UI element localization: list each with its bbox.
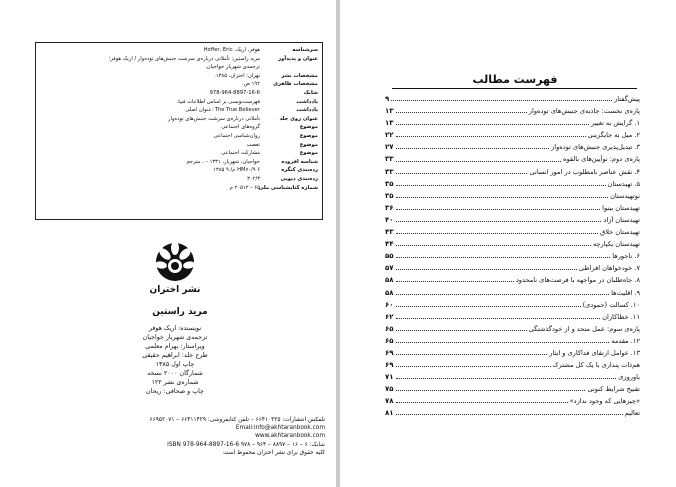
catalog-row: [40, 132, 318, 141]
toc-entry: [385, 371, 640, 383]
catalog-row: [40, 106, 318, 115]
toc-entry-title: تهیدستان یکپارچه: [591, 238, 640, 250]
catalog-value: هوفر، اریک. Hoffer, Eric: [203, 47, 260, 53]
catalog-label: مشخصات ظاهری: [273, 81, 318, 88]
toc-page-number: ۳۳: [385, 153, 396, 165]
credit-line: شماره‌ی نشر ۱۲۲: [151, 379, 199, 386]
toc-page-number: ۱۳: [385, 105, 396, 117]
toc-page-number: ۶۰: [385, 299, 396, 311]
toc-entry-title: «چیزهایی که وجود ندارد»: [568, 395, 640, 407]
toc-entry-title: ۵. تهیدستان: [606, 178, 640, 190]
toc-dot-leader: [396, 306, 581, 307]
catalog-value: فهرست‌نویسی بر اساس اطلاعات فیپا.: [176, 98, 260, 105]
contact-line: www.akhtaranbook.com: [255, 433, 325, 440]
catalog-value: مشارکت اجتماعی: [221, 150, 260, 157]
toc-entry-title: تهیدستان آزاد: [601, 214, 640, 226]
catalog-row: [40, 63, 318, 72]
toc-dot-leader: [396, 112, 527, 113]
toc-dot-leader: [396, 245, 591, 246]
toc-entry: [385, 141, 640, 153]
contact-block: [45, 416, 325, 457]
toc-dot-leader: [396, 390, 586, 391]
catalog-row: [40, 98, 318, 107]
credit-line: چاپ و صحافی: ریحان: [146, 388, 204, 395]
toc-dot-leader: [396, 414, 623, 415]
toc-entry: [385, 93, 640, 105]
toc-dot-leader: [396, 185, 606, 186]
catalog-value: ترجمه‌ی شهریار خواجیان.: [205, 64, 260, 71]
catalog-label: شابک: [303, 89, 318, 96]
toc-dot-leader: [396, 378, 617, 379]
toc-title: فهرست مطالب: [472, 73, 558, 86]
catalog-row: [40, 115, 318, 124]
toc-page-number: ۷۱: [385, 371, 396, 383]
toc-page-number: ۳۳: [385, 166, 396, 178]
toc-entry-title: ۳. تبدیل‌پذیری جنبش‌های توده‌وار: [549, 141, 640, 153]
toc-entry: [385, 153, 640, 165]
toc-dot-leader: [396, 257, 611, 258]
toc-entry: [385, 105, 640, 117]
toc-page-number: ۴۳: [385, 226, 396, 238]
toc-entry: [385, 190, 640, 202]
toc-entry-title: ۲. میل به جایگزینی: [586, 129, 640, 141]
catalog-label: رده‌بندی کنگره: [281, 167, 318, 174]
catalog-row: [40, 166, 318, 175]
toc-entry-title: تعالیم: [623, 407, 640, 419]
catalog-label: موضوع: [299, 132, 318, 139]
toc-entry-title: ۹. اقلیت‌ها: [609, 287, 640, 299]
toc-page-number: ۷۵: [385, 383, 396, 395]
toc-entry-title: ۱۰. کسالت (حمودی): [581, 299, 640, 311]
catalog-row: [40, 175, 318, 184]
toc-divider: [392, 88, 637, 89]
toc-entry-title: پیش‌گفتار: [612, 93, 640, 105]
catalog-label: مشخصات نشر: [281, 72, 318, 79]
toc-entry-title: تهیدستان بینوا: [600, 202, 640, 214]
catalog-value: مرید راستین: تأملاتی درباره‌ی سرشت جنبش‌های توده‌وار / اریک هوفر؛: [108, 55, 260, 62]
toc-dot-leader: [396, 402, 568, 403]
credit-line: شمارگان ۲۰۰۰ نسخه: [147, 370, 203, 377]
toc-dot-leader: [396, 148, 550, 149]
toc-entry: [385, 262, 640, 274]
toc-page-number: ۱۳: [385, 117, 396, 129]
toc-page-number: ۶۹: [385, 359, 396, 371]
toc-page-number: ۵۸: [385, 287, 396, 299]
catalog-value: The True Believer :عنوان اصلی: [185, 107, 260, 114]
toc-dot-leader: [396, 173, 528, 174]
toc-page-number: ۷۸: [385, 395, 396, 407]
toc-page-number: ۶۵: [385, 323, 396, 335]
catalog-value: HM۷۰/۹ ۶ م/ ۹ ۱۳۸۵: [213, 167, 260, 174]
toc-entry: [385, 299, 640, 311]
toc-entry: [385, 202, 640, 214]
catalog-value: ۶۵ – ۲۰۵۱۲ م: [229, 184, 260, 191]
catalog-label: یادداشت: [296, 107, 318, 114]
catalog-row: [40, 89, 318, 98]
toc-page-number: ۴۴: [385, 238, 396, 250]
book-title: مرید راستین: [152, 307, 208, 317]
publisher-logo-icon: [153, 238, 197, 282]
catalog-row: [40, 123, 318, 132]
toc-page-number: ۸۱: [385, 407, 396, 419]
catalog-record-box: [35, 42, 323, 220]
toc-entry-title: هم‌ذات پنداری با یک کل مشترک: [551, 359, 640, 371]
toc-entry: [385, 395, 640, 407]
toc-dot-leader: [396, 124, 590, 125]
toc-page-number: ۳۵: [385, 190, 396, 202]
toc-list: [385, 93, 640, 420]
toc-entry-title: ۸. جاه‌طلبان در مواجهه با فرصت‌های نامحدود: [514, 274, 640, 286]
toc-dot-leader: [396, 281, 514, 282]
toc-entry-title: ۱۳. عوامل ارتقای فداکاری و ایثار: [547, 347, 640, 359]
credit-line: ویراستار: بهرام معلمی: [145, 343, 205, 350]
catalog-row: [40, 72, 318, 81]
catalog-value: تعصب: [246, 141, 260, 148]
catalog-label: عنوان و پدیدآور: [278, 55, 318, 62]
toc-dot-leader: [396, 354, 548, 355]
toc-page-number: ۲۲: [385, 129, 396, 141]
toc-entry: [385, 383, 640, 395]
toc-entry-title: ۱۱. خطاکاران: [600, 311, 640, 323]
catalog-value: روان‌شناسی اجتماعی: [213, 132, 260, 139]
credit-line: ترجمه‌ی شهریار خواجیان: [142, 334, 208, 341]
catalog-value: ۱۹۲ ص.: [242, 81, 260, 88]
catalog-value: گروه‌های اجتماعی: [221, 124, 260, 131]
toc-page-number: ۴۰: [385, 214, 396, 226]
toc-entry: [385, 407, 640, 419]
toc-dot-leader: [391, 100, 612, 101]
catalog-row: [40, 158, 318, 167]
catalog-value: ۳۰۲/۳: [247, 175, 260, 182]
toc-page-number: ۵۸: [385, 274, 396, 286]
toc-entry: [385, 178, 640, 190]
toc-entry-title: ۴. نقش عناصر نامطلوب در امور انسانی: [527, 166, 640, 178]
credit-line: چاپ اول ۱۳۸۵: [155, 361, 195, 368]
catalog-value: 978-964-8897-16-6: [209, 89, 260, 96]
catalog-label: یادداشت: [296, 98, 318, 105]
toc-entry-title: باوروزی: [616, 371, 640, 383]
contact-line: کلیه حقوق برای نشر اختران محفوظ است: [223, 449, 325, 456]
toc-entry-title: ۱۲. مقدمه: [609, 335, 640, 347]
catalog-value: تأملاتی درباره‌ی سرشت جنبش‌های توده‌وار: [168, 115, 260, 122]
catalog-label: موضوع: [299, 124, 318, 131]
catalog-label: موضوع: [299, 150, 318, 157]
catalog-row: [40, 149, 318, 158]
toc-dot-leader: [396, 330, 527, 331]
toc-entry: [385, 226, 640, 238]
toc-dot-leader: [396, 221, 602, 222]
toc-entry: [385, 250, 640, 262]
toc-entry: [385, 335, 640, 347]
toc-page-number: ۹: [385, 93, 391, 105]
contact-line: Email:info@akhtaranbook.com: [235, 425, 325, 432]
catalog-label: رده‌بندی دیویی: [280, 175, 318, 182]
toc-entry-title: ۶. ناجورها: [610, 250, 640, 262]
catalog-label: موضوع: [299, 141, 318, 148]
toc-dot-leader: [396, 161, 561, 162]
toc-entry: [385, 129, 640, 141]
toc-page-number: ۶۵: [385, 335, 396, 347]
toc-dot-leader: [396, 269, 577, 270]
catalog-row: [40, 55, 318, 64]
credit-line: نویسنده: اریک هوفر: [148, 325, 202, 332]
catalog-value: خواجیان، شهریار، ۱۳۳۱ – ، مترجم: [186, 158, 260, 165]
toc-entry: [385, 238, 640, 250]
toc-entry: [385, 311, 640, 323]
toc-entry: [385, 359, 640, 371]
toc-entry: [385, 274, 640, 286]
catalog-label: عنوان روی جلد: [279, 115, 318, 122]
copyright-page: [0, 0, 336, 487]
toc-entry-title: تقبیح شرایط کنونی: [585, 383, 640, 395]
catalog-label: شناسه افزوده: [281, 158, 318, 165]
toc-entry-title: پاره‌ی نخست: جاذبه‌ی جنبش‌های توده‌وار: [527, 105, 640, 117]
toc-entry-title: پاره‌ی دوم: نوآیین‌های بالقوه: [561, 153, 640, 165]
toc-entry: [385, 287, 640, 299]
catalog-row: [40, 184, 318, 193]
catalog-row: [40, 141, 318, 150]
catalog-row: [40, 46, 318, 55]
toc-page-number: ۶۹: [385, 347, 396, 359]
toc-entry: [385, 117, 640, 129]
toc-entry: [385, 347, 640, 359]
credit-line: طرح جلد: ابراهیم حقیقی: [142, 352, 208, 359]
toc-entry-title: نوتهیدستان: [608, 190, 640, 202]
toc-entry: [385, 214, 640, 226]
toc-dot-leader: [396, 294, 610, 295]
contact-line: تلفکس انتشارات: ۶۶۴۱۰۳۲۵ – تلفن کتابفروشی: ۶۶۴۱۱۴۲۹ – ۶۶۹۵۲۰۷۱: [149, 417, 325, 423]
toc-entry-title: تهیدستان خلاق: [598, 226, 640, 238]
toc-page-number: ۵۷: [385, 262, 396, 274]
toc-page-number: ۳۵: [385, 178, 396, 190]
toc-dot-leader: [396, 197, 609, 198]
toc-dot-leader: [396, 209, 601, 210]
toc-page-number: ۶۲: [385, 311, 396, 323]
toc-entry-title: ۷. خودخواهان افراطی: [577, 262, 640, 274]
toc-page-number: ۳۶: [385, 202, 396, 214]
catalog-value: تهران: اختران، ۱۳۸۵.: [214, 72, 260, 79]
contact-line: شابک: ۶ – ۱۶ – ۸۸۹۷ – ۹۶۴ – ۹۷۸ ISBN 978-964-8897-16-6: [167, 441, 325, 448]
toc-page-number: ۲۷: [385, 141, 396, 153]
credits-block: [110, 324, 240, 396]
toc-dot-leader: [396, 318, 601, 319]
catalog-label: شماره کتابشناسی ملی: [258, 184, 318, 191]
toc-dot-leader: [396, 136, 586, 137]
publisher-name: نشر اختران: [149, 285, 201, 295]
toc-entry: [385, 323, 640, 335]
toc-dot-leader: [396, 342, 610, 343]
toc-entry: [385, 166, 640, 178]
toc-entry-title: پاره‌ی سوم: عمل متحد و از خودگذشتگی: [527, 323, 640, 335]
toc-dot-leader: [396, 233, 599, 234]
catalog-label: سرشناسه: [292, 47, 318, 53]
toc-entry-title: ۱. گرایش به تغییر: [589, 117, 640, 129]
toc-page-number: ۵۵: [385, 250, 396, 262]
toc-dot-leader: [396, 366, 551, 367]
catalog-row: [40, 80, 318, 89]
